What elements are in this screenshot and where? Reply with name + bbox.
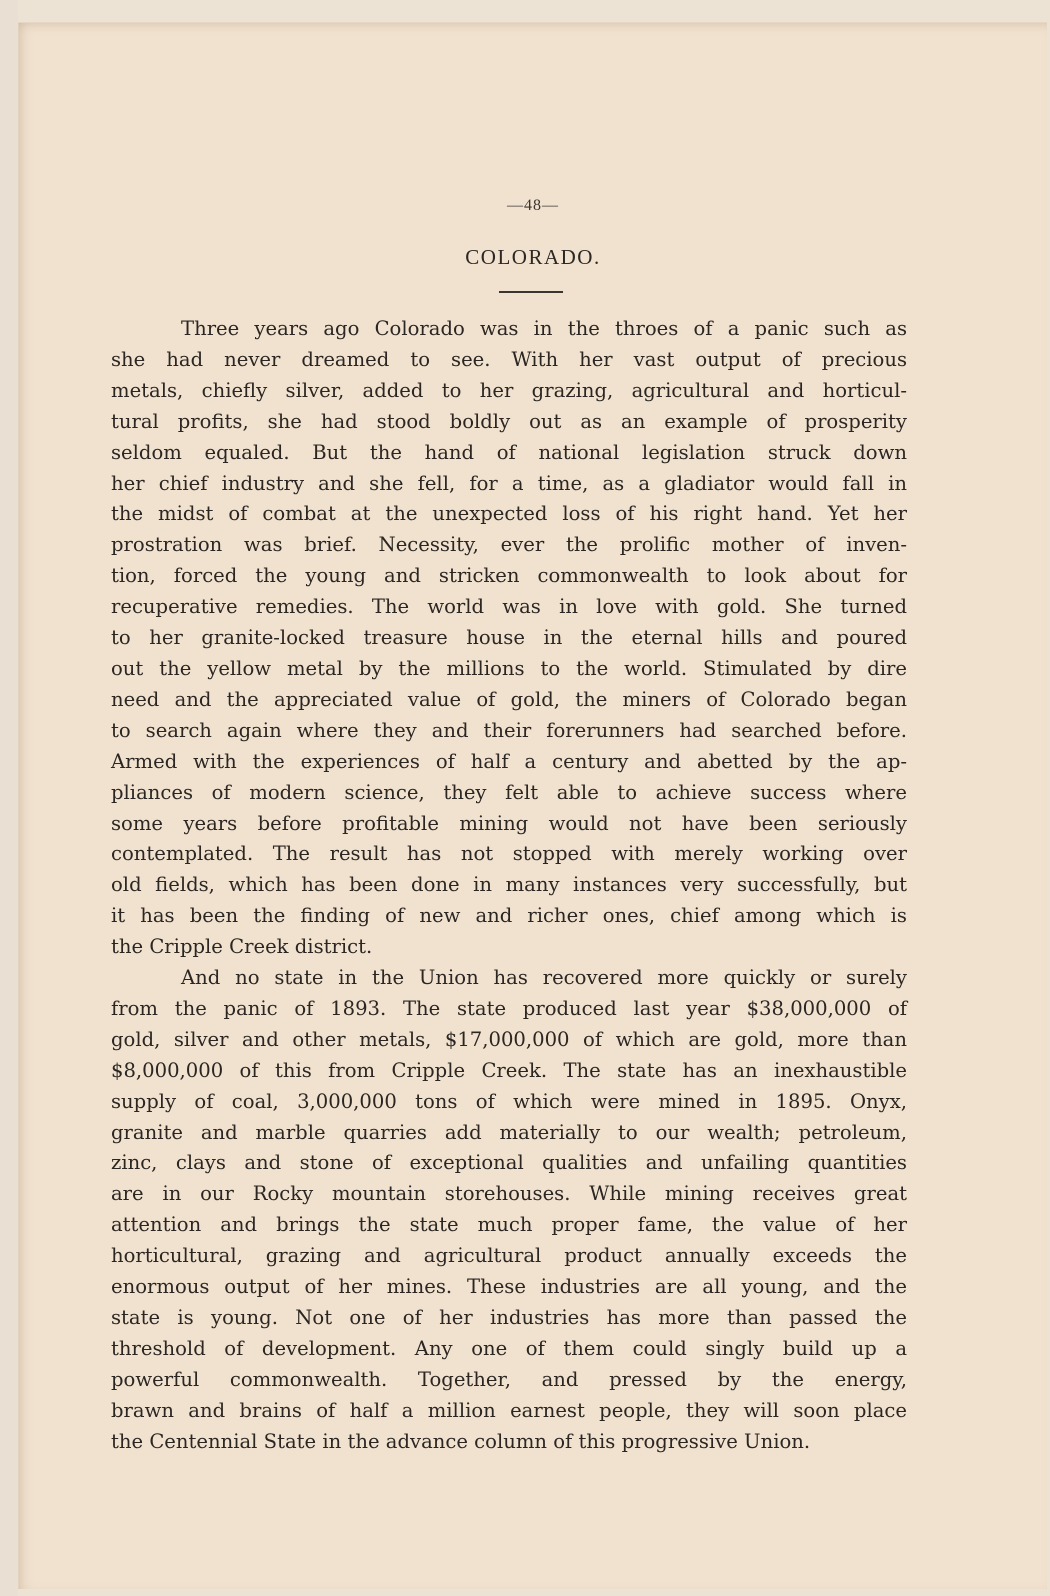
text-line: enormous output of her mines. These industries are all young, and the (111, 1275, 907, 1299)
text-line: seldom equaled. But the hand of national legislation struck down (111, 440, 907, 464)
text-line: recuperative remedies. The world was in love with gold. She turned (111, 595, 907, 619)
page-heading: COLORADO. (465, 245, 601, 269)
text-line: granite and marble quarries add materially to our wealth; petroleum, (111, 1120, 907, 1144)
text-line: horticultural, grazing and agricultural product annually exceeds the (111, 1244, 907, 1268)
text-line: pliances of modern science, they felt able to achieve success where (111, 780, 907, 804)
text-line: zinc, clays and stone of exceptional qualities and unfailing quantities (111, 1151, 907, 1175)
paragraph-1 (111, 314, 907, 963)
text-line: she had never dreamed to see. With her vast output of precious (111, 347, 907, 371)
page-spine-shadow (0, 0, 18, 1596)
text-line: from the panic of 1893. The state produced last year $38,000,000 of (111, 996, 907, 1020)
text-line: tion, forced the young and stricken commonwealth to look about for (111, 564, 907, 588)
text-line: gold, silver and other metals, $17,000,000 of which are gold, more than (111, 1027, 907, 1051)
text-line: are in our Rocky mountain storehouses. While mining receives great (111, 1182, 907, 1206)
text-line: supply of coal, 3,000,000 tons of which were mined in 1895. Onyx, (111, 1089, 907, 1113)
text-line: to search again where they and their forerunners had searched before. (111, 718, 907, 742)
text-line: And no state in the Union has recovered more quickly or surely (181, 966, 907, 990)
text-line: the Centennial State in the advance column of this progressive Union. (111, 1429, 811, 1453)
document-page (18, 22, 1047, 1589)
text-line: it has been the finding of new and richer ones, chief among which is (111, 904, 907, 928)
body-text (111, 314, 907, 1458)
text-line: state is young. Not one of her industries has more than passed the (111, 1306, 907, 1329)
text-line: Armed with the experiences of half a century and abetted by the ap- (111, 749, 907, 773)
text-line: Three years ago Colorado was in the throes of a panic such as (181, 317, 907, 340)
text-line: powerful commonwealth. Together, and pressed by the energy, (111, 1367, 907, 1391)
text-line: some years before profitable mining would not have been seriously (111, 811, 907, 835)
text-line: to her granite-locked treasure house in the eternal hills and poured (111, 626, 907, 650)
text-line: metals, chiefly silver, added to her grazing, agricultural and horticul- (111, 378, 907, 402)
text-line: out the yellow metal by the millions to the world. Stimulated by dire (111, 656, 907, 680)
paragraph-2 (111, 963, 907, 1458)
text-line: tural profits, she had stood boldly out as an example of prosperity (111, 409, 907, 433)
text-line: attention and brings the state much proper fame, the value of her (111, 1213, 907, 1237)
text-line: $8,000,000 of this from Cripple Creek. The state has an inexhaustible (111, 1058, 907, 1082)
text-line: old fields, which has been done in many instances very successfully, but (111, 873, 907, 897)
page-number: —48— (507, 197, 559, 214)
text-line: her chief industry and she fell, for a time, as a gladiator would fall in (111, 471, 907, 495)
text-line: the midst of combat at the unexpected loss of his right hand. Yet her (111, 502, 907, 526)
text-line: contemplated. The result has not stopped with merely working over (111, 842, 907, 866)
text-line: the Cripple Creek district. (111, 935, 373, 959)
text-line: threshold of development. Any one of them could singly build up a (111, 1336, 907, 1360)
text-line: prostration was brief. Necessity, ever the prolific mother of inven- (111, 533, 907, 557)
text-line: need and the appreciated value of gold, the miners of Colorado began (111, 687, 907, 711)
heading-rule (499, 291, 563, 293)
text-line: brawn and brains of half a million earnest people, they will soon place (111, 1398, 907, 1422)
